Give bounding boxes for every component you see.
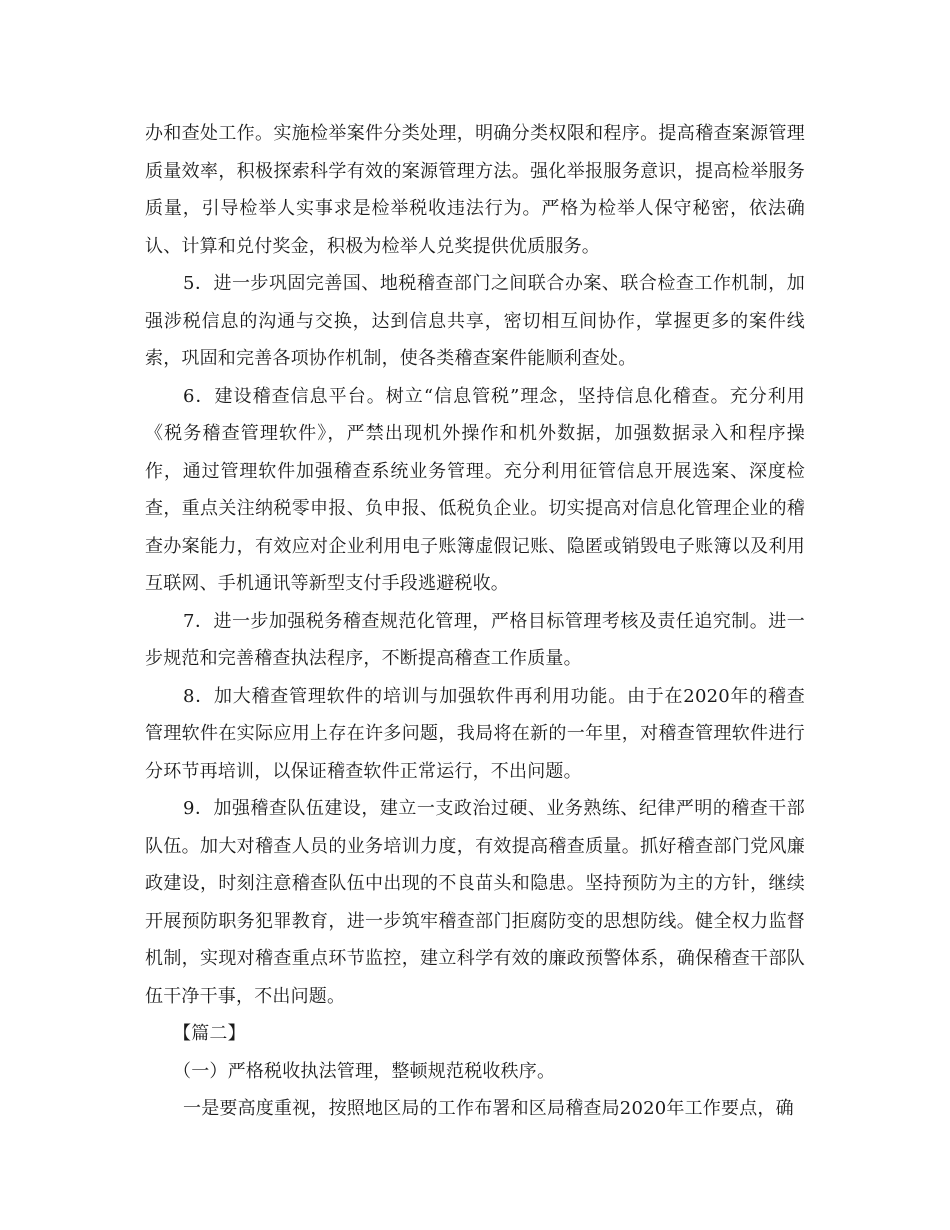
document-body — [145, 115, 805, 1128]
paragraph-point-one: 一是要高度重视，按照地区局的工作布署和区局稽查局2020年工作要点，确 — [183, 1098, 794, 1119]
paragraph-item-9: 9．加强稽查队伍建设，建立一支政治过硬、业务熟练、纪律严明的稽查干部队伍。加大对稽查人员的业务培训力度，有效提高稽查质量。抓好稽查部门党风廉政建设，时刻注意稽查队伍中出现的不良苗头和隐患。坚持预防为主的方针，继续开展预防职务犯罪教育，进一步筑牢稽查部门拒腐防变的思想防线。健全权力监督机制，实现对稽查重点环节监控，建立科学有效的廉政预警体系，确保稽查干部队伍干净干事，不出问题。 — [145, 798, 805, 1007]
paragraph-item-5: 5．进一步巩固完善国、地税稽查部门之间联合办案、联合检查工作机制，加强涉税信息的沟通与交换，达到信息共享，密切相互间协作，掌握更多的案件线索，巩固和完善各项协作机制，使各类稽查案件能顺利查处。 — [145, 273, 805, 369]
subsection-heading-one: （一）严格税收执法管理，整顿规范税收秩序。 — [173, 1060, 556, 1082]
paragraph-item-7: 7．进一步加强税务稽查规范化管理，严格目标管理考核及责任追究制。进一步规范和完善稽查执法程序，不断提高稽查工作质量。 — [145, 610, 805, 669]
paragraph-item-6: 6．建设稽查信息平台。树立“信息管税”理念，坚持信息化稽查。充分利用《税务稽查管理软件》，严禁出现机外操作和机外数据，加强数据录入和程序操作，通过管理软件加强稽查系统业务管理。充分利用征管信息开展选案、深度检查，重点关注纳税零申报、负申报、低税负企业。切实提高对信息化管理企业的稽查办案能力，有效应对企业利用电子账簿虚假记账、隐匿或销毁电子账簿以及利用互联网、手机通讯等新型支付手段逃避税收。 — [145, 385, 805, 594]
section-heading-part-two: 【篇二】 — [173, 1023, 246, 1044]
paragraph-continuation: 办和查处工作。实施检举案件分类处理，明确分类权限和程序。提高稽查案源管理质量效率，积极探索科学有效的案源管理方法。强化举报服务意识，提高检举服务质量，引导检举人实事求是检举税收违法行为。严格为检举人保守秘密，依法确认、计算和兑付奖金，积极为检举人兑奖提供优质服务。 — [145, 123, 805, 257]
paragraph-item-8: 8．加大稽查管理软件的培训与加强软件再利用功能。由于在2020年的稽查管理软件在实际应用上存在许多问题，我局将在新的一年里，对稽查管理软件进行分环节再培训，以保证稽查软件正常运行，不出问题。 — [145, 685, 805, 782]
